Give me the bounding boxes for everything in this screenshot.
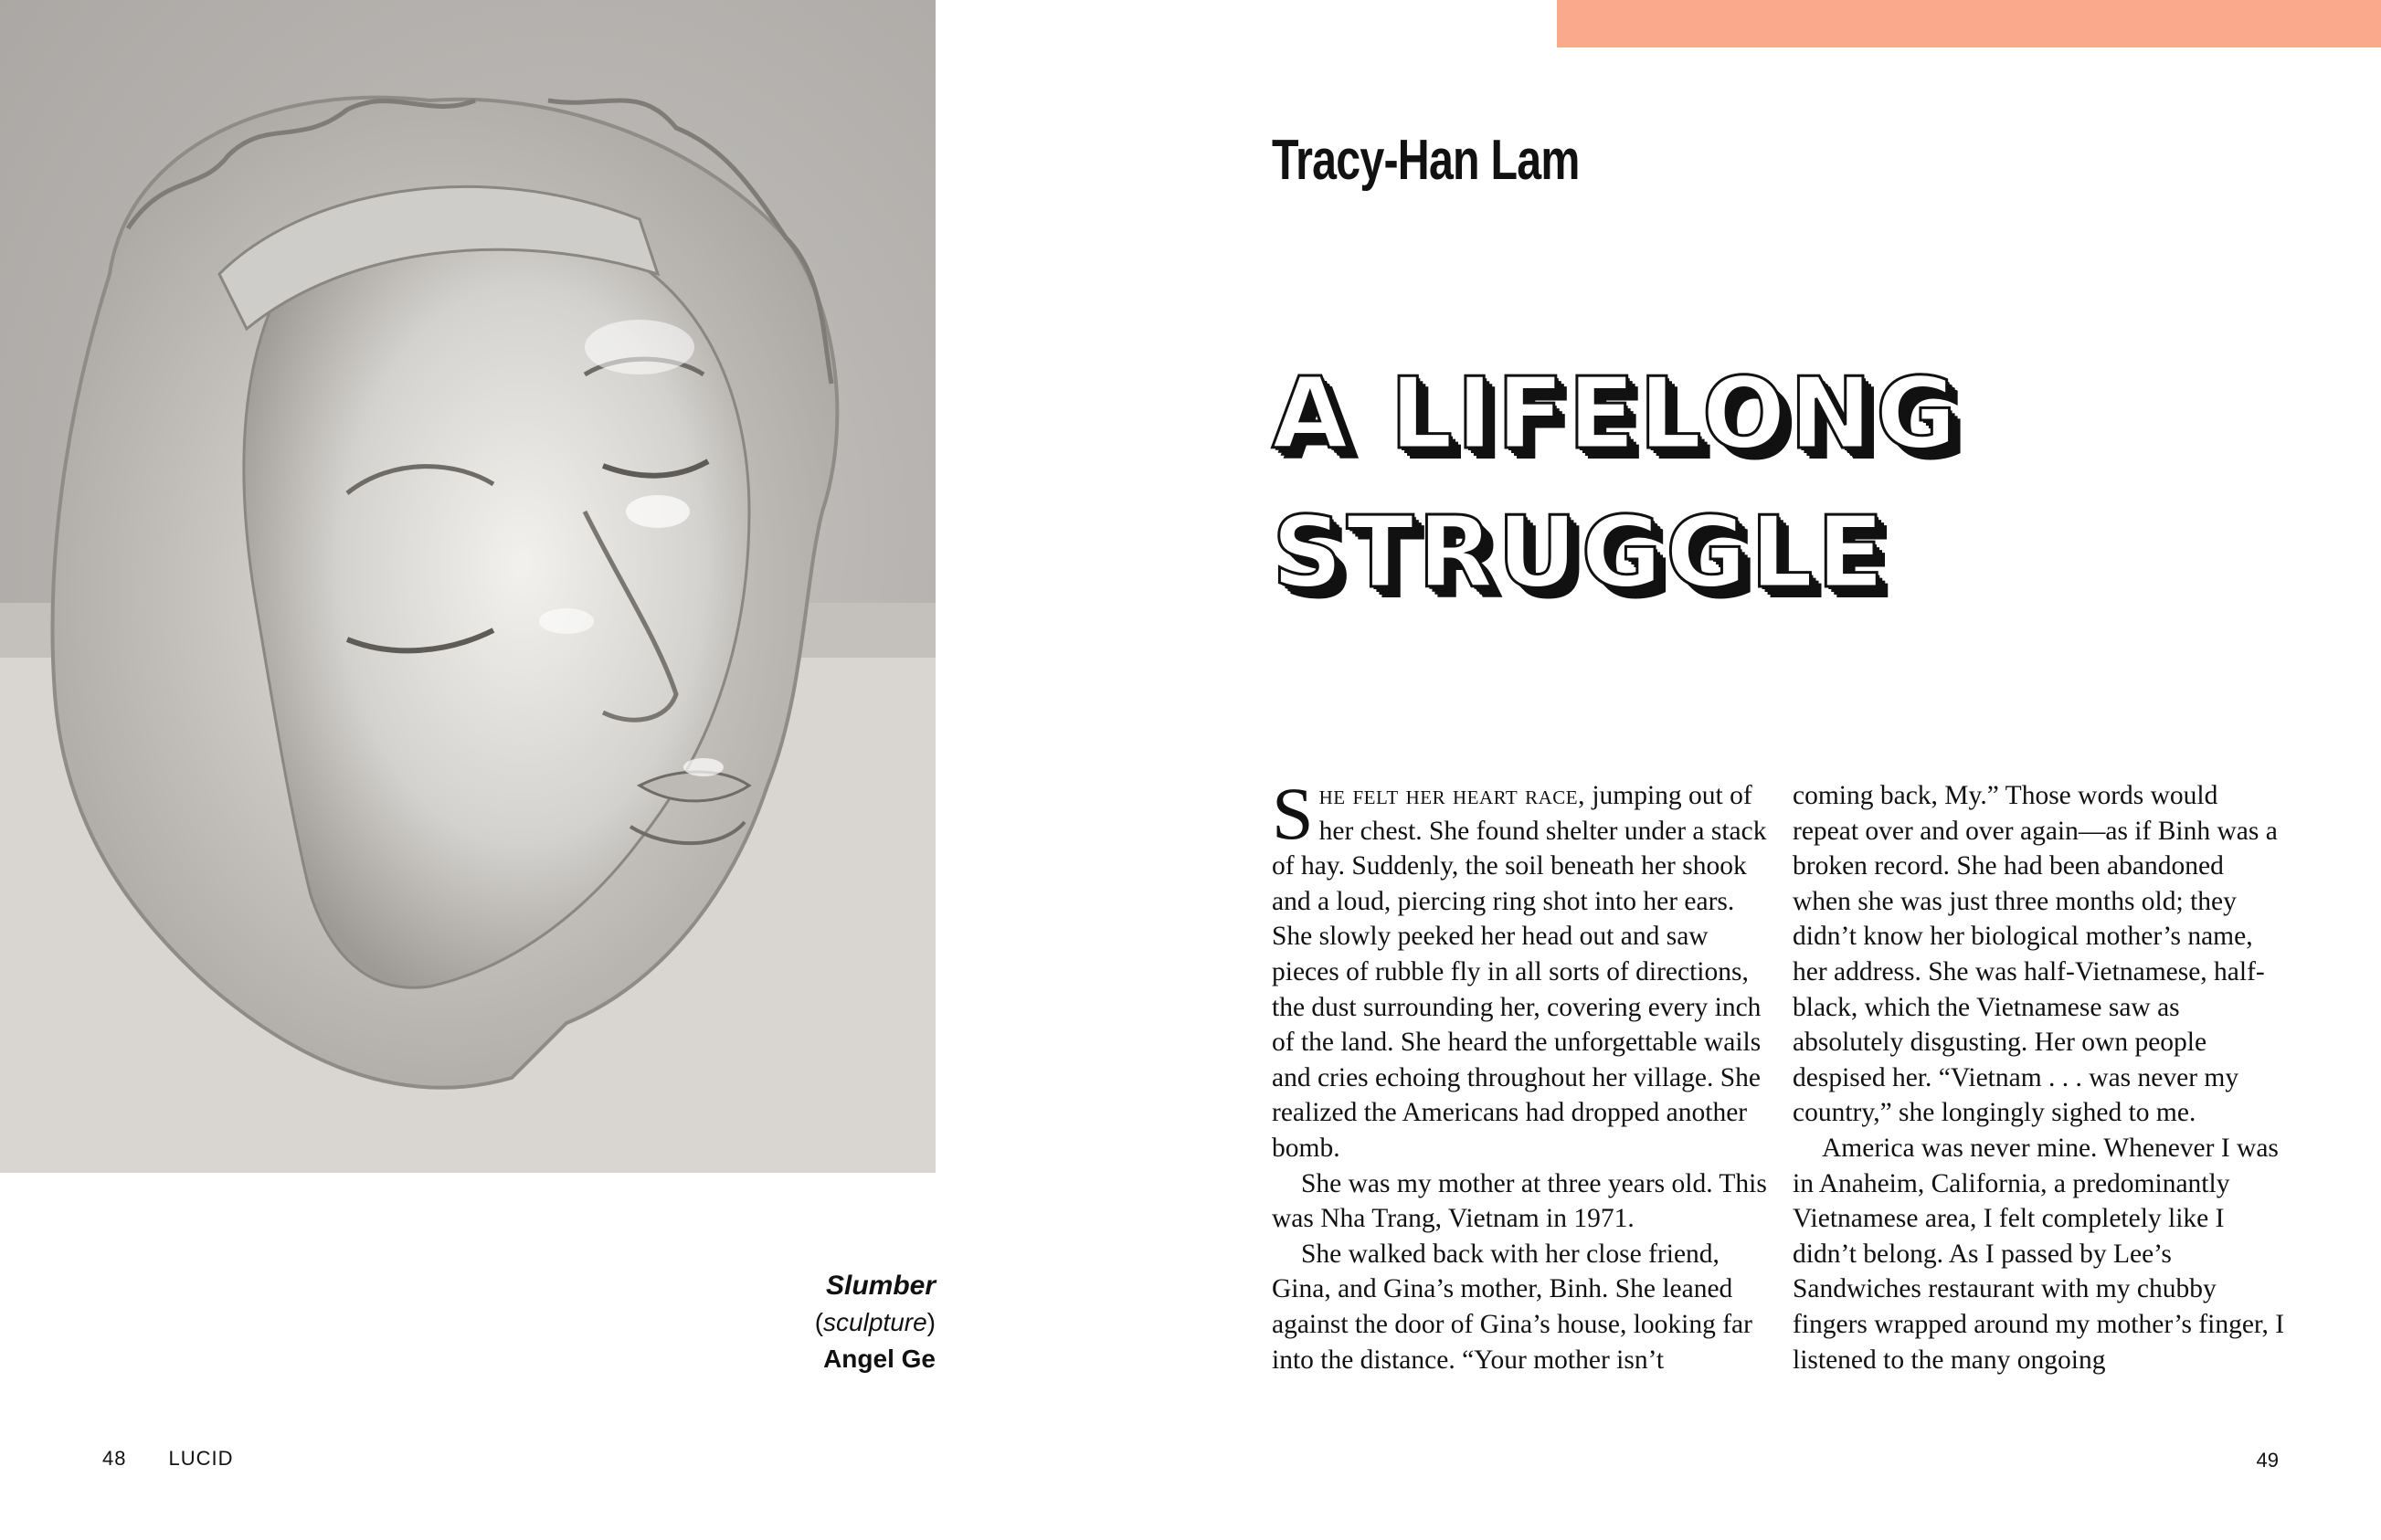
- lead-in: he felt her heart race,: [1318, 781, 1585, 810]
- artwork-artist: Angel Ge: [823, 1345, 936, 1373]
- artwork-medium: (sculpture): [814, 1308, 936, 1336]
- sculpture-illustration: [0, 0, 936, 1173]
- body-column-2: [1793, 778, 2288, 1377]
- article-title: [1272, 345, 1961, 623]
- body-paragraph: She walked back with her close friend, Gina, and Gina’s mother, Binh. She leaned against the door of Gina’s house, looking far into the distance. “Your mother isn’t: [1272, 1239, 1752, 1375]
- body-paragraph: America was never mine. Whenever I was in Anaheim, California, a predominantly Vietnamese area, I felt completely like I didn’t belong. As I passed by Lee’s Sandwiches restaurant with my chubby fingers wrapped around my mother’s finger, I listened to the many ongoing: [1793, 1133, 2285, 1375]
- left-folio: [102, 1447, 276, 1471]
- body-column-1: [1272, 772, 1767, 1377]
- accent-bar: [1557, 0, 2381, 47]
- artwork-title: Slumber: [825, 1271, 936, 1301]
- title-line-1: A LIFELONG: [1272, 357, 1961, 471]
- publication-name: LUCID: [168, 1447, 234, 1470]
- author-name: Tracy-Han Lam: [1272, 129, 1580, 192]
- sculpture-photo: [0, 0, 936, 1173]
- body-paragraph: coming back, My.” Those words would repeat over and over again—as if Binh was a broken record. She had been abandoned when she was just three months old; they didn’t know her biological mother’s name, her address. She was half-Vietnamese, half-black, which the Vietnamese saw as absolutely disgusting. Her own people despised her. “Vietnam . . . was never my country,” she longingly sighed to me.: [1793, 781, 2278, 1128]
- left-page-number: 48: [102, 1447, 127, 1470]
- body-paragraph: She was my mother at three years old. This was Nha Trang, Vietnam in 1971.: [1272, 1168, 1767, 1234]
- right-page-number: 49: [2256, 1449, 2279, 1471]
- drop-cap: S: [1272, 772, 1314, 855]
- artwork-caption: [815, 1268, 936, 1377]
- body-paragraph: She felt her heart race, jumping out of her chest. She found shelter under a stack of hay. Suddenly, the soil beneath her shook and a loud, piercing ring shot into her ears. She slowly peeked her head out and saw pieces of rubble fly in all sorts of directions, the dust surrounding her, covering every inch of the land. She heard the unforgettable wails and cries echoing throughout her village. She realized the Americans had dropped another bomb.: [1272, 772, 1767, 1163]
- title-line-2: STRUGGLE: [1272, 496, 1889, 610]
